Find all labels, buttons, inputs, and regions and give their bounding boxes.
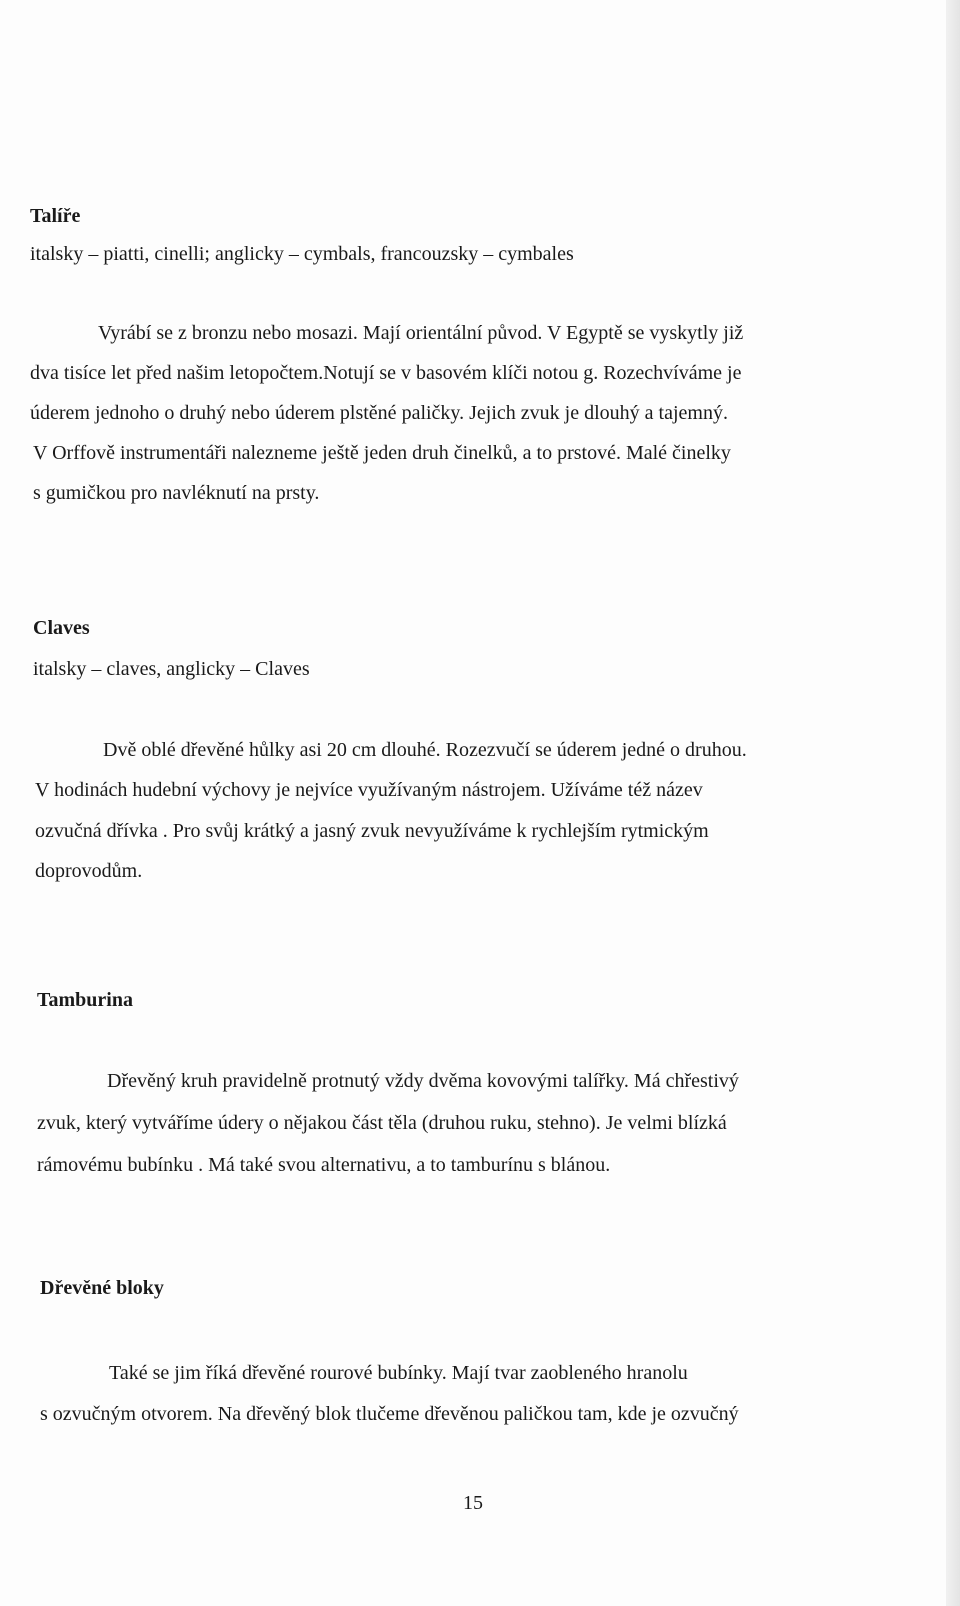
section-heading-tamburina: Tamburina <box>37 989 133 1011</box>
paragraph-line: V hodinách hudební výchovy je nejvíce využívaným nástrojem. Užíváme též název <box>35 779 703 801</box>
paragraph-line: dva tisíce let před našim letopočtem.Notují se v basovém klíči notou g. Rozechvíváme je <box>30 362 742 384</box>
paragraph-line: rámovému bubínku . Má také svou alternativu, a to tamburínu s blánou. <box>37 1154 611 1176</box>
paragraph-line: doprovodům. <box>35 860 143 882</box>
paragraph-line: ozvučná dřívka . Pro svůj krátký a jasný zvuk nevyužíváme k rychlejším rytmickým <box>35 820 709 842</box>
page-number: 15 <box>463 1492 483 1514</box>
section-heading-claves: Claves <box>33 617 90 639</box>
section-heading-talire: Talíře <box>30 205 81 227</box>
section-subtitle-talire: italsky – piatti, cinelli; anglicky – cymbals, francouzsky – cymbales <box>30 243 574 265</box>
paragraph-line: Dvě oblé dřevěné hůlky asi 20 cm dlouhé. Rozezvučí se úderem jedné o druhou. <box>103 739 747 761</box>
paragraph-line: V Orffově instrumentáři nalezneme ještě jeden druh činelků, a to prstové. Malé činelky <box>33 442 731 464</box>
page-edge-shadow <box>946 0 960 1606</box>
paragraph-line: Vyrábí se z bronzu nebo mosazi. Mají orientální původ. V Egyptě se vyskytly již <box>98 322 744 344</box>
paragraph-line: Také se jim říká dřevěné rourové bubínky. Mají tvar zaobleného hranolu <box>109 1362 688 1384</box>
paragraph-line: zvuk, který vytváříme údery o nějakou část těla (druhou ruku, stehno). Je velmi blízká <box>37 1112 727 1134</box>
section-heading-drevene-bloky: Dřevěné bloky <box>40 1277 164 1299</box>
section-subtitle-claves: italsky – claves, anglicky – Claves <box>33 658 310 680</box>
paragraph-line: Dřevěný kruh pravidelně protnutý vždy dvěma kovovými talířky. Má chřestivý <box>107 1070 739 1092</box>
paragraph-line: úderem jednoho o druhý nebo úderem plstěné paličky. Jejich zvuk je dlouhý a tajemný. <box>30 402 728 424</box>
paragraph-line: s ozvučným otvorem. Na dřevěný blok tlučeme dřevěnou paličkou tam, kde je ozvučný <box>40 1403 739 1425</box>
paragraph-line: s gumičkou pro navléknutí na prsty. <box>33 482 320 504</box>
